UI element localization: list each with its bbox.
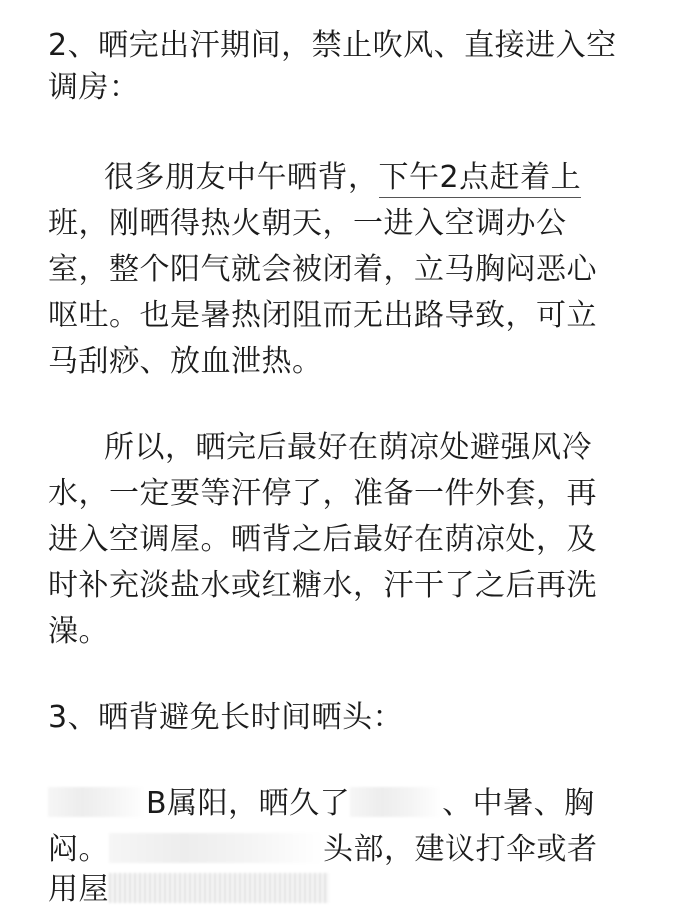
paragraph-1-line-4: 呕吐。也是暑热闭阻而无出路导致，可立 xyxy=(48,298,597,333)
paragraph-3-line-2-part-2: 头部，建议打伞或者 xyxy=(323,832,598,867)
section-3-heading: 3、晒背避免长时间晒头： xyxy=(48,700,404,735)
paragraph-2-line-1-text: 所以，晒完后最好在荫凉处避强风冷 xyxy=(104,430,592,465)
paragraph-2-line-1 xyxy=(48,428,592,468)
section-2-heading-line-2: 调房： xyxy=(48,70,140,105)
paragraph-3-line-2-part-1: 闷。 xyxy=(48,832,109,867)
paragraph-1-line-2: 班，刚晒得热火朝天，一进入空调办公 xyxy=(48,206,567,241)
paragraph-2-line-4: 时补充淡盐水或红糖水，汗干了之后再洗 xyxy=(48,568,597,603)
redacted-blur xyxy=(109,833,323,863)
paragraph-3-line-2 xyxy=(48,830,598,870)
paragraph-2-line-5: 澡。 xyxy=(48,614,109,649)
paragraph-2-line-2: 水，一定要等汗停了，准备一件外套，再 xyxy=(48,476,597,511)
paragraph-1-line-3: 室，整个阳气就会被闭着，立马胸闷恶心 xyxy=(48,252,597,287)
redacted-blur xyxy=(48,787,146,817)
paragraph-1-line-1-text: 很多朋友中午晒背， xyxy=(104,160,379,195)
paragraph-1-line-5: 马刮痧、放血泄热。 xyxy=(48,344,323,379)
redacted-blur xyxy=(109,873,329,903)
paragraph-2-line-3: 进入空调屋。晒背之后最好在荫凉处，及 xyxy=(48,522,597,557)
redacted-blur xyxy=(350,787,442,817)
section-2-heading-line-1: 2、晒完出汗期间，禁止吹风、直接进入空 xyxy=(48,28,617,63)
paragraph-3-line-1-part-2: 、中暑、胸 xyxy=(442,786,595,821)
paragraph-3-line-1 xyxy=(48,784,595,824)
paragraph-1-line-1 xyxy=(48,158,581,198)
paragraph-3-line-3-part-1: 用屋 xyxy=(48,872,109,907)
paragraph-3-line-3 xyxy=(48,870,329,910)
paragraph-1-underlined-text: 下午2点赶着上 xyxy=(379,160,582,198)
paragraph-3-line-1-part-1: B属阳，晒久了 xyxy=(146,786,351,821)
